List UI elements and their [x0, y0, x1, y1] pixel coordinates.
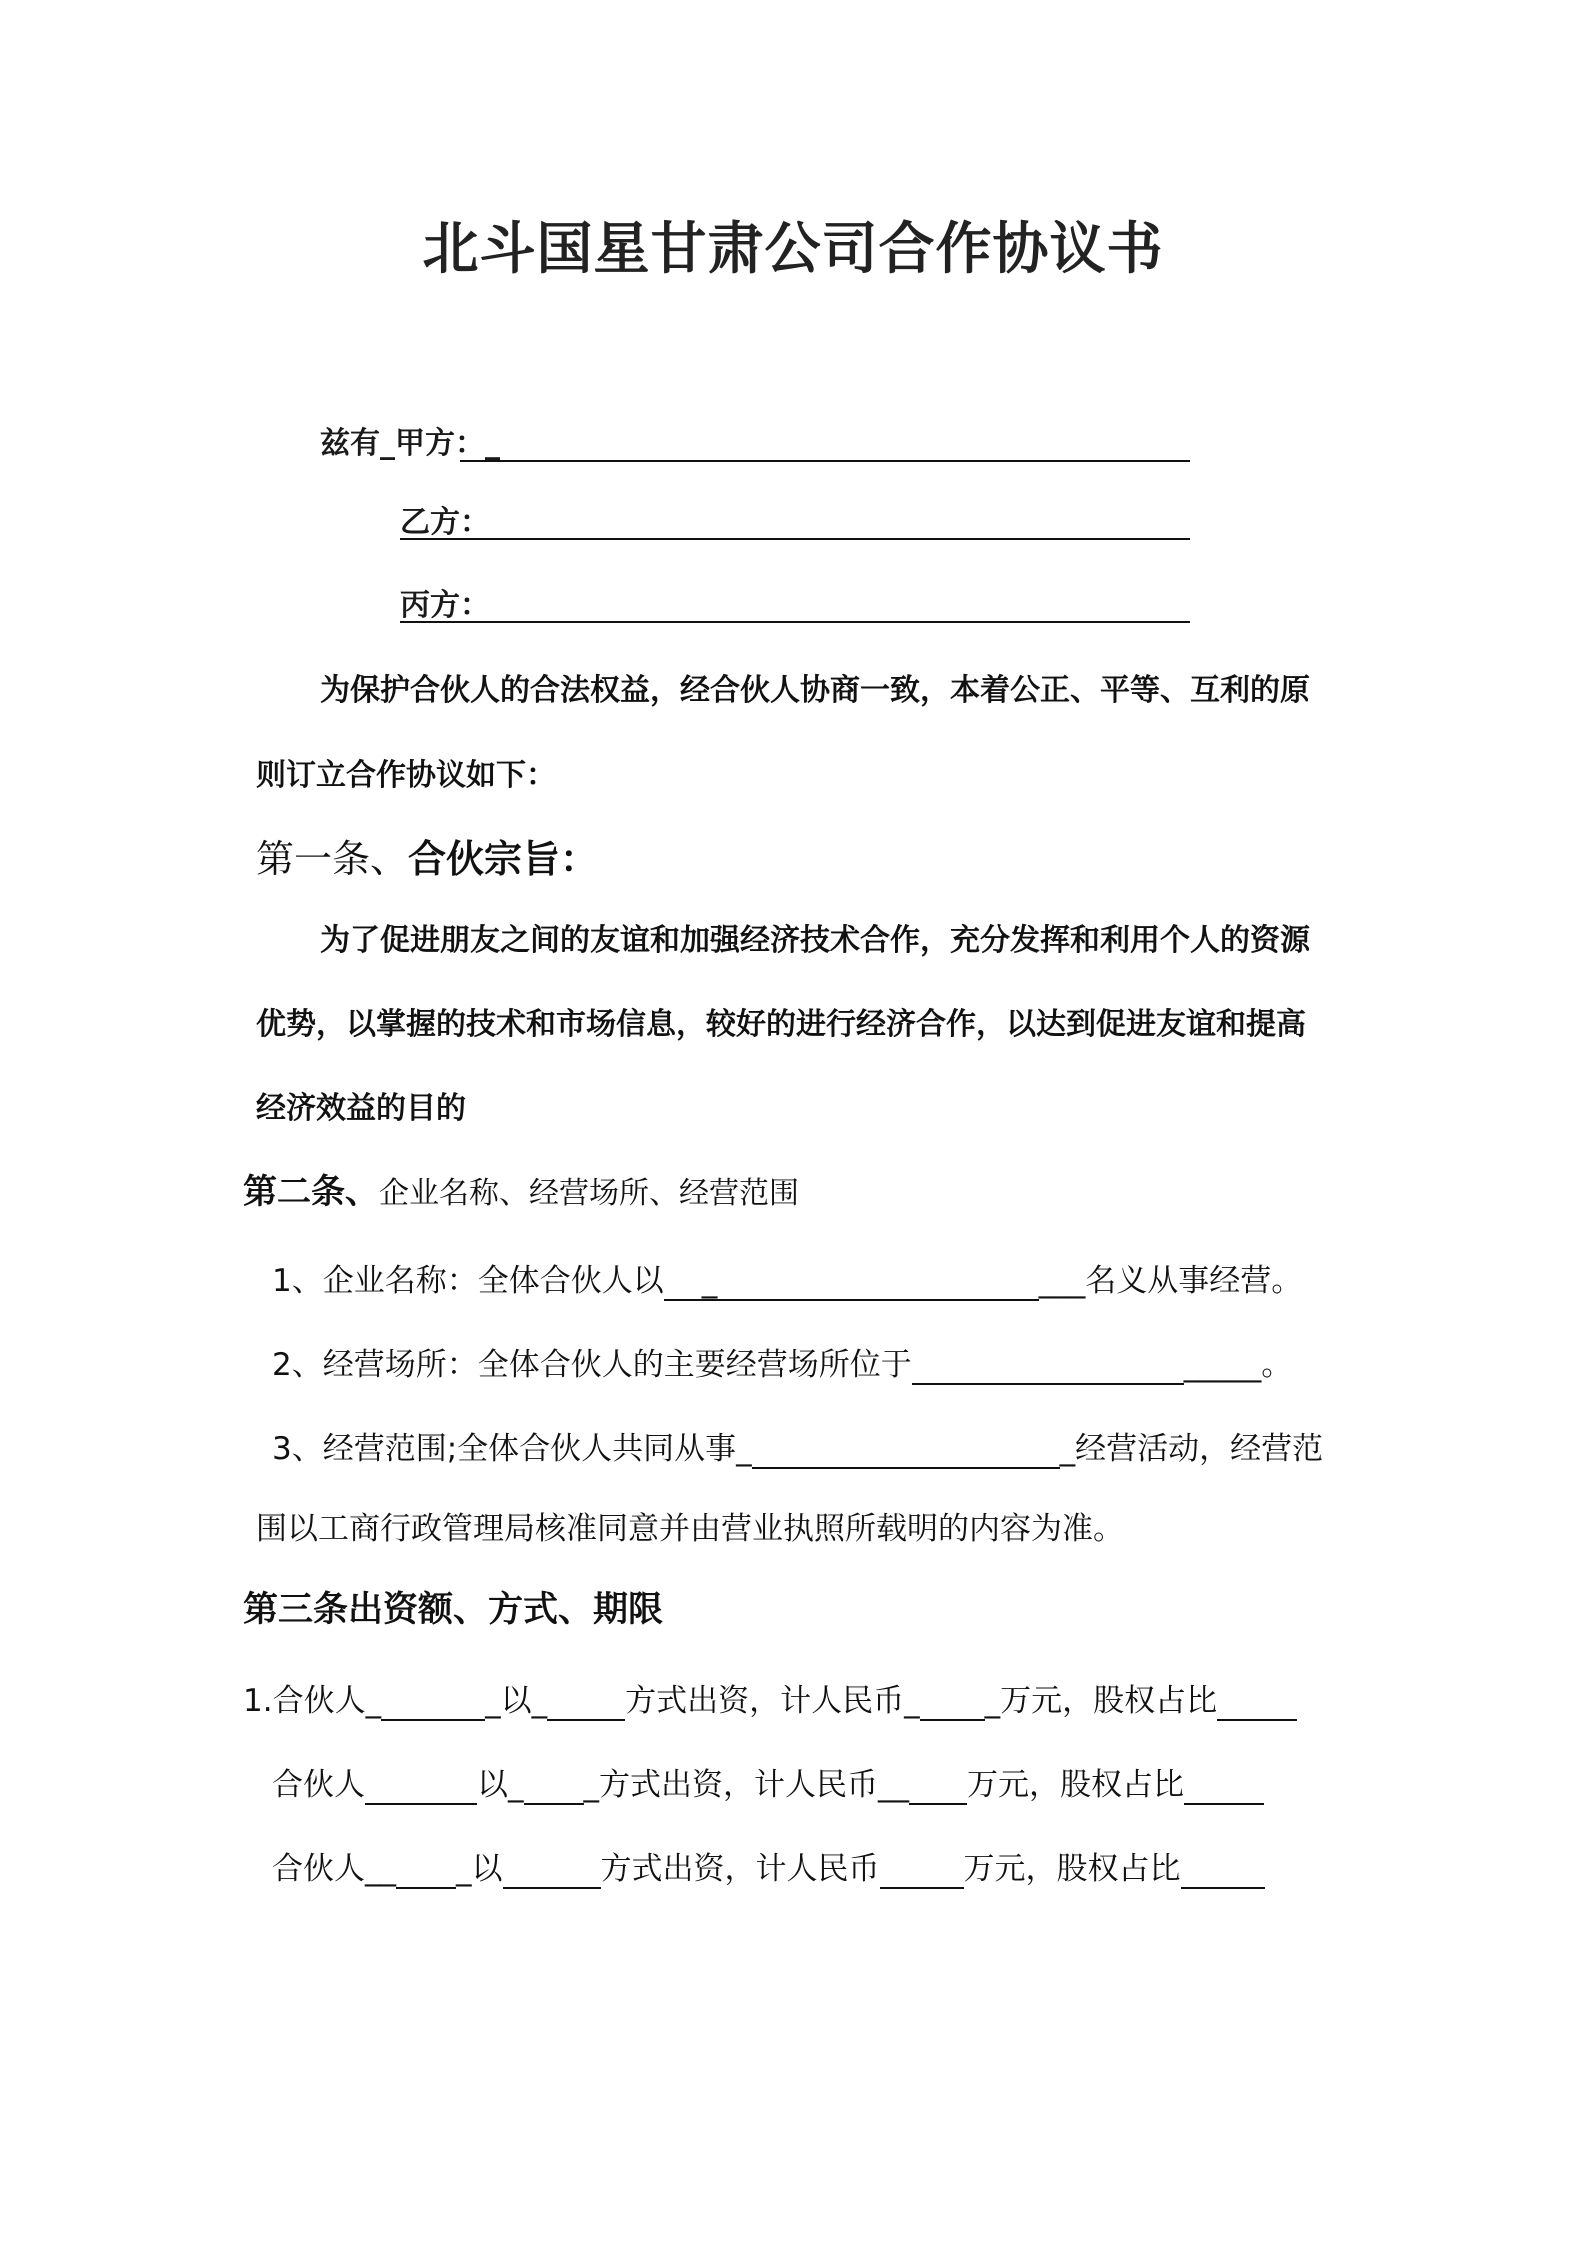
contribution-row-2 — [272, 1759, 1264, 1805]
article-2-heading-rest: 企业名称、经营场所、经营范围 — [379, 1176, 799, 1211]
row-3-amount-label: 方式出资，计人民币 — [600, 1851, 880, 1887]
article-1-line-3: 经济效益的目的 — [256, 1091, 466, 1126]
row-1-by-label: _以_ — [485, 1683, 548, 1719]
party-c-blank[interactable] — [400, 621, 1190, 623]
article-1-heading-title: 合伙宗旨： — [408, 837, 599, 881]
row-2-amount-blank[interactable] — [909, 1767, 967, 1805]
item-3-text-a: 3、经营范围;全体合伙人共同从事_ — [272, 1431, 752, 1467]
row-1-ratio-label: _万元，股权占比 — [984, 1683, 1218, 1719]
party-a-label: 兹有_甲方：_ — [320, 426, 500, 461]
row-2-ratio-label: 万元，股权占比 — [967, 1767, 1184, 1803]
row-3-amount-blank[interactable] — [880, 1851, 964, 1889]
preamble-line-2: 则订立合作协议如下： — [256, 758, 556, 793]
item-2-text-b: _____。 — [1183, 1347, 1293, 1383]
row-1-method-blank[interactable] — [547, 1683, 625, 1721]
contribution-row-1 — [243, 1675, 1297, 1721]
party-c-label: 丙方： — [400, 588, 490, 623]
party-b-blank[interactable] — [400, 538, 1190, 540]
row-2-method-blank[interactable] — [524, 1767, 584, 1805]
row-1-ratio-blank[interactable] — [1217, 1683, 1297, 1721]
row-2-partner-blank[interactable] — [365, 1767, 477, 1805]
row-1-amount-blank[interactable] — [920, 1683, 985, 1721]
row-3-ratio-blank[interactable] — [1181, 1851, 1265, 1889]
article-1-heading — [256, 828, 598, 883]
article-1-line-2: 优势，以掌握的技术和市场信息，较好的进行经济合作，以达到促进友谊和提高 — [256, 1007, 1306, 1042]
row-2-amount-label: _方式出资，计人民币__ — [583, 1767, 909, 1803]
business-location-blank[interactable] — [912, 1347, 1184, 1385]
article-2-item-1 — [272, 1255, 1302, 1301]
row-3-partner-label: 合伙人__ — [272, 1851, 396, 1887]
party-b-label: 乙方： — [400, 505, 490, 540]
row-1-partner-label: 1.合伙人_ — [243, 1683, 382, 1719]
article-2-item-3-line-2: 围以工商行政管理局核准同意并由营业执照所载明的内容为准。 — [256, 1511, 1124, 1547]
item-1-text-b: _ — [701, 1263, 718, 1299]
article-3-heading: 第三条出资额、方式、期限 — [243, 1590, 664, 1630]
party-a-blank[interactable] — [460, 460, 1190, 462]
item-2-text-a: 2、经营场所：全体合伙人的主要经营场所位于 — [272, 1347, 912, 1383]
business-scope-blank[interactable] — [752, 1431, 1060, 1469]
row-2-by-label: 以_ — [477, 1767, 524, 1803]
row-2-ratio-blank[interactable] — [1184, 1767, 1264, 1805]
row-3-ratio-label: 万元，股权占比 — [963, 1851, 1181, 1887]
preamble-line-1: 为保护合伙人的合法权益，经合伙人协商一致，本着公正、平等、互利的原 — [320, 673, 1310, 708]
contribution-row-3 — [272, 1843, 1265, 1889]
item-3-text-b: _经营活动，经营范 — [1059, 1431, 1324, 1467]
document-title: 北斗国星甘肃公司合作协议书 — [422, 217, 1164, 282]
company-name-blank[interactable] — [664, 1263, 1039, 1301]
row-2-partner-label: 合伙人 — [272, 1767, 365, 1803]
row-3-by-label: _以 — [456, 1851, 503, 1887]
item-1-text-c: ___名义从事经营。 — [1038, 1263, 1303, 1299]
row-1-partner-blank[interactable] — [381, 1683, 485, 1721]
article-2-item-3 — [272, 1423, 1323, 1469]
row-3-partner-blank[interactable] — [396, 1851, 456, 1889]
article-1-heading-prefix: 第一条、 — [256, 837, 409, 881]
article-2-heading — [243, 1164, 799, 1213]
item-1-text-a: 1、企业名称：全体合伙人以 — [272, 1263, 664, 1299]
row-1-amount-label: 方式出资，计人民币_ — [625, 1683, 920, 1719]
article-2-heading-title: 第二条、 — [243, 1172, 379, 1212]
article-2-item-2 — [272, 1339, 1292, 1385]
article-1-line-1: 为了促进朋友之间的友谊和加强经济技术合作，充分发挥和利用个人的资源 — [320, 923, 1310, 958]
row-3-method-blank[interactable] — [503, 1851, 601, 1889]
